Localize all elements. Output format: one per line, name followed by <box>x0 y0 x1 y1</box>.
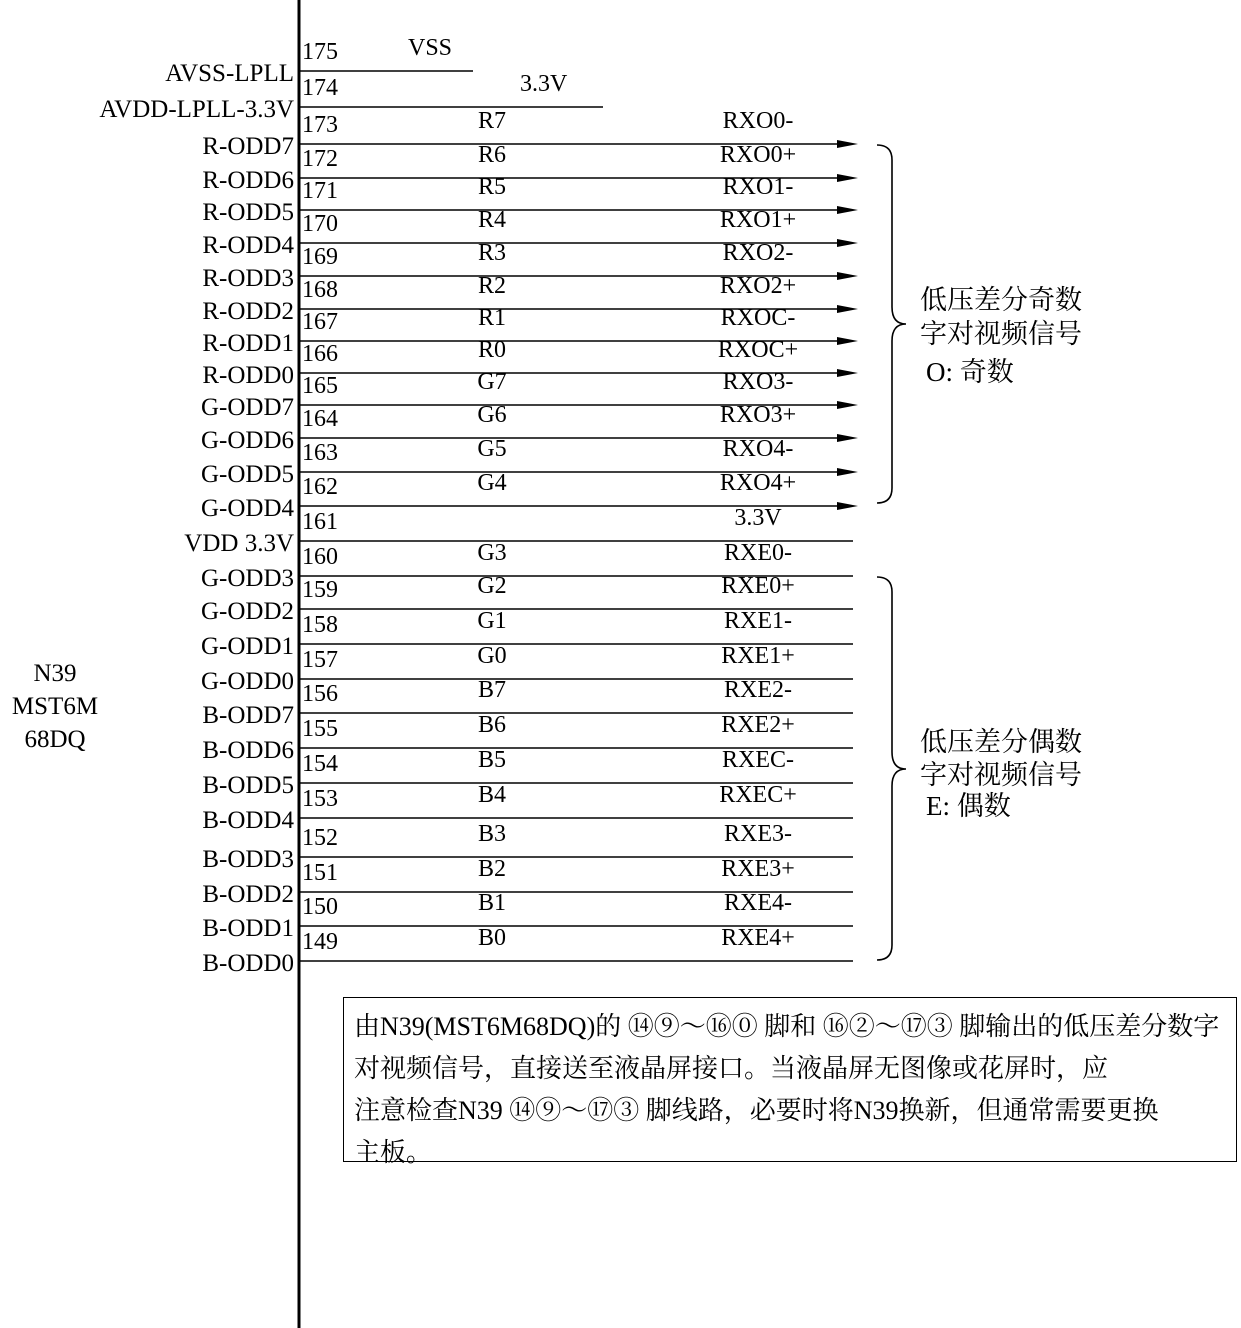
pin-number-155: 155 <box>302 716 338 742</box>
pin-output-172: RXO0+ <box>719 142 797 168</box>
pin-signal-165: G7 <box>477 369 507 395</box>
pin-label-153: B-ODD4 <box>202 807 294 834</box>
pin-number-172: 172 <box>302 146 338 172</box>
pin-signal-168: R2 <box>477 273 507 299</box>
pin-signal-173: R7 <box>477 108 507 134</box>
pin-number-173: 173 <box>302 112 338 138</box>
pin-signal-175: VSS <box>408 35 453 61</box>
note-line-4: 主板。 <box>354 1138 433 1167</box>
pin-number-164: 164 <box>302 406 338 432</box>
pin-arrow-167 <box>837 337 858 345</box>
pin-label-175: AVSS-LPLL <box>165 60 294 87</box>
pin-signal-155: B6 <box>477 712 507 738</box>
pin-output-171: RXO1- <box>722 174 794 200</box>
pin-number-170: 170 <box>302 211 338 237</box>
even-group-brace <box>877 577 906 960</box>
pin-label-165: G-ODD7 <box>200 394 294 421</box>
pin-signal-158: G1 <box>477 608 507 634</box>
pin-output-158: RXE1- <box>724 608 792 634</box>
pin-label-174: AVDD-LPLL-3.3V <box>99 96 294 123</box>
pin-signal-149: B0 <box>477 925 507 951</box>
pin-label-154: B-ODD5 <box>202 772 294 799</box>
chip-name-line-3: 68DQ <box>24 726 86 753</box>
pin-number-154: 154 <box>302 751 338 777</box>
pin-output-170: RXO1+ <box>719 207 797 233</box>
even-group-label-line-2: 字对视频信号 <box>920 760 1082 790</box>
pin-output-159: RXE0+ <box>721 573 795 599</box>
pin-label-170: R-ODD4 <box>202 232 294 259</box>
pin-output-168: RXO2+ <box>719 273 797 299</box>
pin-output-166: RXOC+ <box>717 337 799 363</box>
pin-number-169: 169 <box>302 244 338 270</box>
pin-output-156: RXE2- <box>724 677 792 703</box>
pin-number-167: 167 <box>302 309 338 335</box>
pin-output-151: RXE3+ <box>721 856 795 882</box>
pin-number-151: 151 <box>302 860 338 886</box>
pin-arrow-169 <box>837 272 858 280</box>
pin-number-165: 165 <box>302 373 338 399</box>
note-line-3: 注意检查N39 ⑭⑨～⑰③ 脚线路，必要时将N39换新，但通常需要更换 <box>354 1096 1159 1125</box>
explanation-note-box <box>343 997 1237 1167</box>
pin-output-174: 3.3V <box>520 71 568 97</box>
pin-label-149: B-ODD0 <box>202 950 294 977</box>
pin-arrow-172 <box>837 174 858 182</box>
pin-arrow-170 <box>837 239 858 247</box>
pin-output-150: RXE4- <box>724 890 792 916</box>
pin-label-167: R-ODD1 <box>202 330 294 357</box>
pin-output-167: RXOC- <box>720 305 796 331</box>
pin-arrow-171 <box>837 206 858 214</box>
pin-output-154: RXEC- <box>722 747 794 773</box>
pin-number-171: 171 <box>302 178 338 204</box>
odd-group-label-line-2: 字对视频信号 <box>920 319 1082 349</box>
pin-label-150: B-ODD1 <box>202 915 294 942</box>
pin-label-169: R-ODD3 <box>202 265 294 292</box>
pin-signal-154: B5 <box>477 747 507 773</box>
pin-signal-171: R5 <box>477 174 507 200</box>
pin-arrow-165 <box>837 401 858 409</box>
pin-label-158: G-ODD1 <box>200 633 294 660</box>
pin-number-160: 160 <box>302 544 338 570</box>
pin-label-157: G-ODD0 <box>200 668 294 695</box>
pin-signal-156: B7 <box>477 677 507 703</box>
pin-signal-153: B4 <box>477 782 507 808</box>
pin-output-149: RXE4+ <box>721 925 795 951</box>
odd-group-label-line-1: 低压差分奇数 <box>920 285 1082 315</box>
pin-signal-152: B3 <box>477 821 507 847</box>
pin-signal-159: G2 <box>477 573 507 599</box>
pin-number-162: 162 <box>302 474 338 500</box>
pin-label-164: G-ODD6 <box>200 427 294 454</box>
pin-rows <box>99 35 858 977</box>
pin-output-152: RXE3- <box>724 821 792 847</box>
pin-signal-170: R4 <box>477 207 507 233</box>
pin-arrow-166 <box>837 369 858 377</box>
even-group-label-line-1: 低压差分偶数 <box>920 727 1082 757</box>
pin-output-153: RXEC+ <box>719 782 797 808</box>
pin-output-162: RXO4+ <box>719 470 797 496</box>
pin-output-161: 3.3V <box>734 505 782 531</box>
pin-signal-157: G0 <box>477 643 507 669</box>
pin-output-173: RXO0- <box>722 108 794 134</box>
pin-number-175: 175 <box>302 39 338 65</box>
chip-name-line-2: MST6M <box>11 693 99 720</box>
pin-output-160: RXE0- <box>724 540 792 566</box>
pin-output-169: RXO2- <box>722 240 794 266</box>
pin-arrow-163 <box>837 468 858 476</box>
pin-label-173: R-ODD7 <box>202 133 294 160</box>
pin-label-156: B-ODD7 <box>202 702 294 729</box>
pin-number-174: 174 <box>302 75 338 101</box>
pin-output-155: RXE2+ <box>721 712 795 738</box>
pin-arrow-162 <box>837 502 858 510</box>
odd-group-brace <box>877 145 906 503</box>
pin-label-172: R-ODD6 <box>202 167 294 194</box>
pin-arrow-168 <box>837 305 858 313</box>
pin-signal-172: R6 <box>477 142 507 168</box>
pin-number-153: 153 <box>302 786 338 812</box>
pin-arrow-173 <box>837 140 858 148</box>
pin-number-166: 166 <box>302 341 338 367</box>
odd-group-label-line-3: O: 奇数 <box>926 357 1014 387</box>
chip-name-line-1: N39 <box>33 660 77 687</box>
pin-number-168: 168 <box>302 277 338 303</box>
pin-label-159: G-ODD2 <box>200 598 294 625</box>
pin-signal-167: R1 <box>477 305 507 331</box>
note-line-2: 对视频信号，直接送至液晶屏接口。当液晶屏无图像或花屏时，应 <box>354 1054 1109 1083</box>
pin-signal-169: R3 <box>477 240 507 266</box>
pin-label-152: B-ODD3 <box>202 846 294 873</box>
pin-label-163: G-ODD5 <box>200 461 294 488</box>
pin-label-155: B-ODD6 <box>202 737 294 764</box>
pin-output-163: RXO4- <box>722 436 794 462</box>
pin-output-165: RXO3- <box>722 369 794 395</box>
pin-signal-166: R0 <box>477 337 507 363</box>
pin-output-157: RXE1+ <box>721 643 795 669</box>
pin-signal-151: B2 <box>477 856 507 882</box>
pin-signal-163: G5 <box>477 436 507 462</box>
pin-signal-162: G4 <box>477 470 507 496</box>
pin-label-151: B-ODD2 <box>202 881 294 908</box>
pin-number-152: 152 <box>302 825 338 851</box>
pin-number-150: 150 <box>302 894 338 920</box>
note-line-1: 由N39(MST6M68DQ)的 ⑭⑨～⑯⓪ 脚和 ⑯②～⑰③ 脚输出的低压差分数字 <box>354 1012 1220 1041</box>
pin-label-168: R-ODD2 <box>202 298 294 325</box>
pin-label-162: G-ODD4 <box>200 495 294 522</box>
pin-signal-164: G6 <box>477 402 507 428</box>
pin-arrow-164 <box>837 434 858 442</box>
pin-label-160: G-ODD3 <box>200 565 294 592</box>
pin-number-161: 161 <box>302 509 338 535</box>
pin-label-171: R-ODD5 <box>202 199 294 226</box>
pin-number-163: 163 <box>302 440 338 466</box>
pin-signal-150: B1 <box>477 890 507 916</box>
pin-number-149: 149 <box>302 929 338 955</box>
pin-label-166: R-ODD0 <box>202 362 294 389</box>
pin-signal-160: G3 <box>477 540 507 566</box>
even-group-label-line-3: E: 偶数 <box>926 791 1011 821</box>
pin-output-164: RXO3+ <box>719 402 797 428</box>
pin-number-157: 157 <box>302 647 338 673</box>
pin-label-161: VDD 3.3V <box>184 530 294 557</box>
pin-number-156: 156 <box>302 681 338 707</box>
pin-number-158: 158 <box>302 612 338 638</box>
pin-number-159: 159 <box>302 577 338 603</box>
